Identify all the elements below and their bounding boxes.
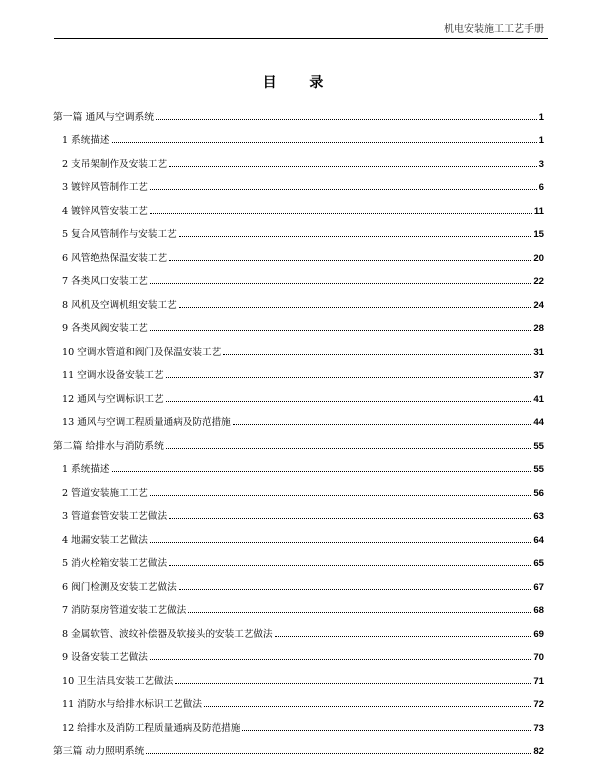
toc-dot-leader (223, 354, 531, 355)
toc-dot-leader (179, 589, 532, 590)
toc-entry-label: 8 金属软管、波纹补偿器及软接头的安装工艺做法 (62, 628, 273, 640)
toc-dot-leader (112, 471, 532, 472)
toc-entry-label: 6 阀门检测及安装工艺做法 (62, 581, 177, 593)
toc-dot-leader (150, 189, 537, 190)
toc-part-entry[interactable] (53, 428, 544, 452)
toc-entry-label: 10 卫生洁具安装工艺做法 (62, 675, 174, 687)
toc-page-number: 64 (533, 534, 544, 546)
toc-section-entry[interactable] (53, 569, 544, 593)
toc-entry-label: 4 镀锌风管安装工艺 (62, 205, 148, 217)
toc-entry-label: 1 系统描述 (62, 135, 110, 146)
toc-page-number: 11 (533, 205, 544, 217)
toc-dot-leader (150, 283, 531, 284)
toc-section-entry[interactable] (53, 381, 544, 405)
toc-section-entry[interactable] (53, 663, 544, 687)
toc-entry-label: 2 支吊架制作及安装工艺 (62, 158, 168, 170)
toc-section-entry[interactable] (53, 146, 544, 170)
toc-dot-leader (150, 495, 531, 496)
toc-page-number: 31 (533, 346, 544, 358)
toc-entry-label: 9 设备安装工艺做法 (62, 652, 148, 663)
toc-dot-leader (166, 448, 531, 449)
toc-entry-label: 6 风管绝热保温安装工艺 (62, 252, 168, 264)
toc-page-number: 55 (533, 464, 544, 475)
toc-page-number: 63 (533, 511, 544, 522)
toc-dot-leader (166, 377, 532, 378)
toc-page-number: 73 (533, 722, 544, 734)
toc-dot-leader (150, 542, 531, 543)
toc-dot-leader (150, 330, 531, 331)
toc-dot-leader (169, 518, 531, 519)
toc-page-number: 24 (533, 299, 544, 311)
toc-page-number: 1 (538, 111, 544, 123)
toc-entry-label: 第三篇 动力照明系统 (53, 746, 145, 757)
toc-entry-label: 11 消防水与给排水标识工艺做法 (62, 699, 202, 710)
toc-dot-leader (150, 213, 532, 214)
toc-entry-label: 10 空调水管道和阀门及保温安装工艺 (62, 346, 222, 358)
toc-section-entry[interactable] (53, 334, 544, 358)
toc-section-entry[interactable] (53, 123, 544, 147)
toc-section-entry[interactable] (53, 193, 544, 217)
toc-section-entry[interactable] (53, 311, 544, 335)
toc-dot-leader (204, 706, 531, 707)
toc-page-number: 82 (533, 746, 544, 757)
toc-page-number: 15 (533, 229, 544, 240)
page-header (54, 18, 548, 39)
header-title: 机电安装施工工艺手册 (444, 24, 544, 35)
toc-entry-label: 5 消火栓箱安装工艺做法 (62, 558, 168, 569)
table-of-contents (53, 99, 544, 757)
toc-dot-leader (233, 424, 532, 425)
toc-page-number: 67 (533, 581, 544, 593)
toc-page-number: 56 (533, 487, 544, 499)
toc-dot-leader (156, 119, 537, 120)
toc-dot-leader (169, 565, 531, 566)
toc-section-entry[interactable] (53, 710, 544, 734)
toc-page-number: 69 (533, 628, 544, 640)
toc-page-number: 22 (533, 276, 544, 287)
toc-section-entry[interactable] (53, 522, 544, 546)
toc-page-number: 65 (533, 558, 544, 569)
toc-section-entry[interactable] (53, 405, 544, 429)
toc-section-entry[interactable] (53, 217, 544, 241)
toc-dot-leader (169, 260, 531, 261)
toc-entry-label: 7 各类风口安装工艺 (62, 276, 148, 287)
toc-entry-label: 13 通风与空调工程质量通病及防范措施 (62, 417, 231, 428)
toc-page-number: 37 (533, 370, 544, 381)
toc-part-entry[interactable] (53, 99, 544, 123)
toc-dot-leader (112, 142, 537, 143)
toc-dot-leader (166, 401, 532, 402)
toc-dot-leader (242, 730, 531, 731)
toc-entry-label: 3 镀锌风管制作工艺 (62, 182, 148, 193)
toc-page-number: 71 (533, 675, 544, 687)
toc-section-entry[interactable] (53, 170, 544, 194)
toc-entry-label: 12 通风与空调标识工艺 (62, 393, 164, 405)
toc-section-entry[interactable] (53, 475, 544, 499)
toc-section-entry[interactable] (53, 616, 544, 640)
toc-page-number: 3 (538, 158, 544, 170)
toc-part-entry[interactable] (53, 734, 544, 758)
toc-section-entry[interactable] (53, 546, 544, 570)
toc-page-number: 1 (538, 135, 544, 146)
toc-section-entry[interactable] (53, 358, 544, 382)
toc-page-number: 28 (533, 323, 544, 334)
toc-dot-leader (169, 166, 537, 167)
toc-entry-label: 12 给排水及消防工程质量通病及防范措施 (62, 722, 241, 734)
toc-dot-leader (179, 307, 532, 308)
toc-entry-label: 11 空调水设备安装工艺 (62, 370, 164, 381)
toc-page-number: 41 (533, 393, 544, 405)
toc-section-entry[interactable] (53, 452, 544, 476)
toc-entry-label: 1 系统描述 (62, 464, 110, 475)
toc-dot-leader (150, 659, 531, 660)
toc-page-number: 68 (533, 605, 544, 616)
toc-entry-label: 2 管道安装施工工艺 (62, 487, 148, 499)
toc-section-entry[interactable] (53, 499, 544, 523)
toc-page-number: 55 (533, 440, 544, 452)
toc-entry-label: 9 各类风阀安装工艺 (62, 323, 148, 334)
toc-section-entry[interactable] (53, 264, 544, 288)
toc-page-number: 20 (533, 252, 544, 264)
toc-dot-leader (146, 753, 531, 754)
toc-entry-label: 第一篇 通风与空调系统 (53, 111, 155, 123)
toc-dot-leader (275, 636, 532, 637)
toc-entry-label: 第二篇 给排水与消防系统 (53, 440, 164, 452)
toc-page-number: 72 (533, 699, 544, 710)
toc-section-entry[interactable] (53, 240, 544, 264)
toc-dot-leader (175, 683, 531, 684)
toc-page-number: 70 (533, 652, 544, 663)
toc-section-entry[interactable] (53, 640, 544, 664)
toc-section-entry[interactable] (53, 593, 544, 617)
toc-section-entry[interactable] (53, 687, 544, 711)
toc-entry-label: 4 地漏安装工艺做法 (62, 534, 148, 546)
toc-page-number: 6 (538, 182, 544, 193)
toc-entry-label: 7 消防泵房管道安装工艺做法 (62, 605, 187, 616)
toc-entry-label: 8 风机及空调机组安装工艺 (62, 299, 177, 311)
toc-dot-leader (179, 236, 532, 237)
toc-section-entry[interactable] (53, 287, 544, 311)
toc-page-number: 44 (533, 417, 544, 428)
toc-entry-label: 5 复合风管制作与安装工艺 (62, 229, 177, 240)
toc-entry-label: 3 管道套管安装工艺做法 (62, 511, 168, 522)
toc-dot-leader (188, 612, 531, 613)
page-title: 目 录 (262, 75, 338, 91)
